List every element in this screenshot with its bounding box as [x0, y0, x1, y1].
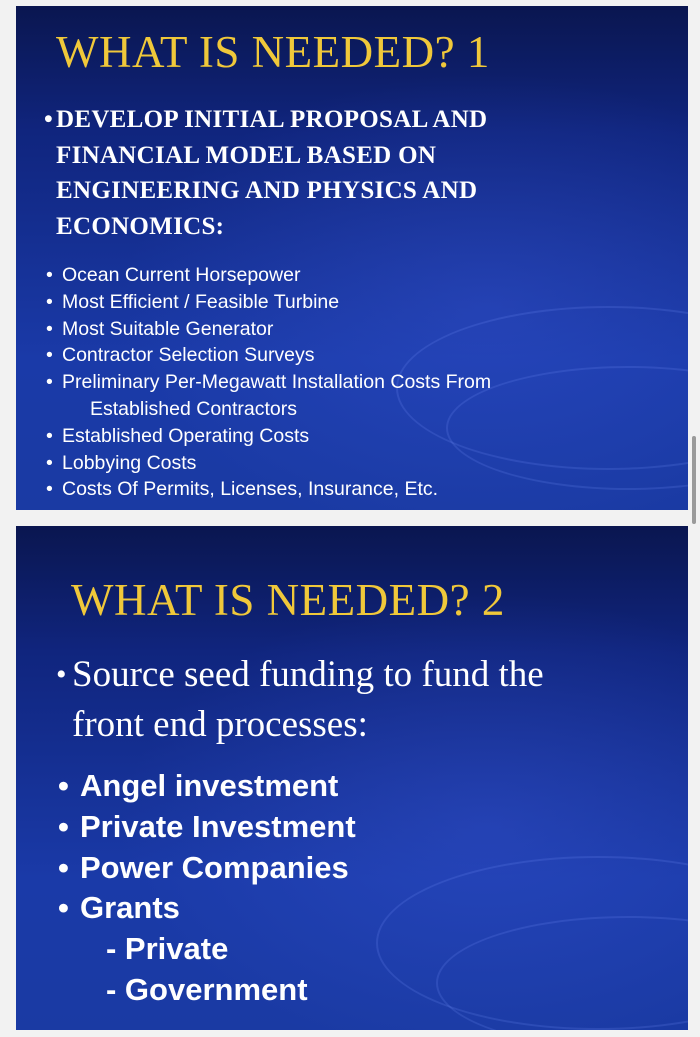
sub-list-item — [58, 970, 356, 1011]
heading-line: ECONOMICS: — [56, 212, 225, 240]
list-item-text: Private Investment — [80, 808, 356, 844]
list-item-text: Most Efficient / Feasible Turbine — [62, 290, 340, 313]
bullet: • — [58, 849, 69, 885]
list-item-text: Grants — [80, 890, 180, 926]
slide-title: WHAT IS NEEDED? 1 — [56, 27, 490, 77]
list-item — [46, 450, 491, 477]
list-item — [58, 807, 356, 848]
slide-heading — [56, 650, 656, 750]
list-item-text: Contractor Selection Surveys — [62, 344, 315, 367]
list-item — [46, 369, 491, 423]
list-item-text: Preliminary Per-Megawatt Installation Costs From — [62, 371, 492, 394]
list-item — [46, 289, 491, 316]
background-swirl — [376, 856, 688, 1030]
list-item-text: Power Companies — [80, 849, 349, 885]
bullet: • — [46, 290, 53, 313]
bullet: • — [46, 317, 53, 340]
list-item-text: Ocean Current Horsepower — [62, 264, 301, 286]
bullet: • — [46, 424, 53, 447]
list-item — [58, 888, 356, 929]
bullet: • — [58, 768, 69, 803]
list-item — [46, 476, 491, 503]
list-item — [58, 766, 356, 807]
sub-list-item — [58, 929, 356, 970]
slide-1 — [16, 6, 688, 510]
heading-line: DEVELOP INITIAL PROPOSAL AND — [56, 106, 488, 133]
slide-heading — [44, 102, 634, 244]
bullet: • — [58, 808, 69, 844]
heading-bullet: • — [44, 106, 54, 133]
list-item — [46, 262, 491, 289]
bullet: • — [46, 371, 53, 394]
bullet-list — [58, 766, 356, 1011]
list-item — [46, 342, 491, 369]
list-item — [46, 316, 491, 343]
bullet: • — [58, 890, 69, 926]
heading-line: Source seed funding to fund the — [72, 654, 544, 695]
bullet: • — [46, 451, 53, 474]
list-item-text: Costs Of Permits, Licenses, Insurance, Etc. — [62, 478, 439, 501]
heading-line: front end processes: — [72, 704, 368, 745]
heading-line: FINANCIAL MODEL BASED ON — [56, 141, 437, 169]
list-item-continuation: Established Contractors — [90, 397, 298, 420]
list-item-text: Angel investment — [80, 768, 339, 803]
scrollbar[interactable] — [692, 436, 696, 524]
sub-list-item-text: - Government — [106, 971, 308, 1007]
list-item-text: Established Operating Costs — [62, 424, 310, 447]
heading-bullet: • — [56, 658, 67, 691]
slide-title: WHAT IS NEEDED? 2 — [71, 575, 505, 625]
slide-2 — [16, 526, 688, 1030]
heading-line: ENGINEERING AND PHYSICS AND — [56, 177, 478, 204]
sub-list-item-text: - Private — [106, 931, 229, 967]
bullet: • — [46, 264, 53, 286]
list-item — [46, 423, 491, 450]
bullet-list — [46, 262, 491, 503]
background-swirl — [436, 916, 688, 1030]
bullet: • — [46, 344, 53, 367]
bullet: • — [46, 478, 53, 501]
list-item-text: Lobbying Costs — [62, 451, 197, 474]
list-item-text: Most Suitable Generator — [62, 317, 274, 340]
list-item — [58, 848, 356, 889]
